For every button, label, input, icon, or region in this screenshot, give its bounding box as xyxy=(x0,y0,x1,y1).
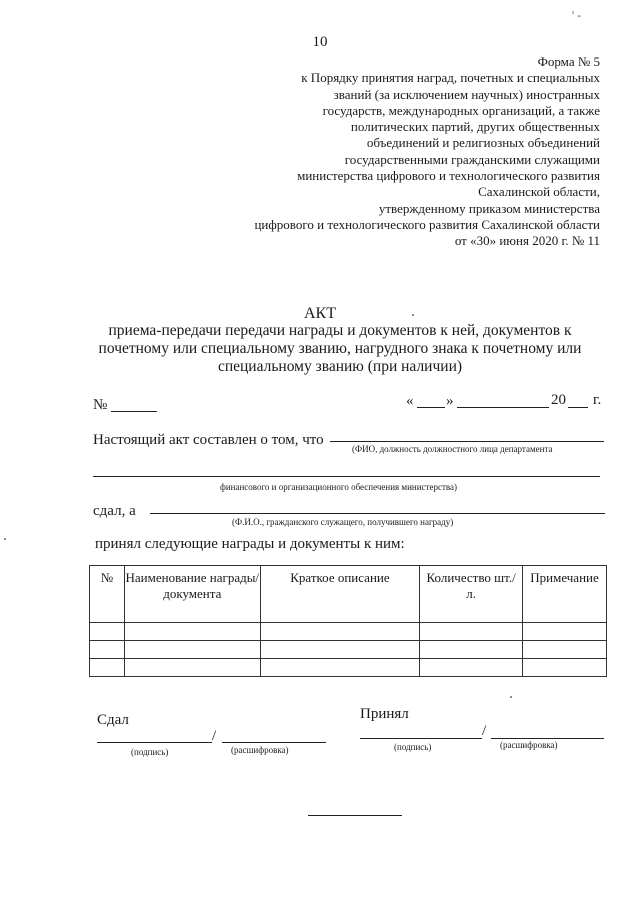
col-header-number: № xyxy=(90,566,125,623)
header-line: утвержденному приказом министерства xyxy=(378,200,600,216)
date-quote-open: « xyxy=(406,393,414,409)
handed-over-name-line[interactable] xyxy=(222,742,326,743)
corner-marks: ' - xyxy=(572,8,582,22)
table-cell[interactable] xyxy=(124,641,260,659)
table-cell[interactable] xyxy=(420,659,523,677)
accepted-by-signature-caption: (подпись) xyxy=(394,742,432,752)
accepted-by-name-caption: (расшифровка) xyxy=(500,740,558,750)
month-blank[interactable] xyxy=(457,407,549,408)
date-quote-close: » xyxy=(446,393,454,409)
number-blank[interactable] xyxy=(111,411,157,412)
official-dept-caption: финансового и организационного обеспечения министерства) xyxy=(220,482,458,492)
table-cell[interactable] xyxy=(90,659,125,677)
form-header xyxy=(254,54,600,250)
table-cell[interactable] xyxy=(420,641,523,659)
table-cell[interactable] xyxy=(260,623,420,641)
accepted-by-signature-line[interactable] xyxy=(360,738,482,739)
official-dept-blank[interactable] xyxy=(93,476,600,477)
handed-over-signature-line[interactable] xyxy=(97,742,212,743)
table-cell[interactable] xyxy=(523,641,607,659)
table-cell[interactable] xyxy=(124,623,260,641)
accepted-by-slash: / xyxy=(482,723,487,739)
header-line: государств, международных организаций, а также xyxy=(322,102,600,118)
handed-text: сдал, а xyxy=(93,503,136,519)
header-line: министерства цифрового и технологического развития xyxy=(297,168,600,184)
handed-over-name-caption: (расшифровка) xyxy=(231,745,289,755)
official-name-caption: (ФИО, должность должностного лица департамента xyxy=(352,444,553,454)
col-header-name: Наименование награды/ документа xyxy=(124,566,260,623)
table-cell[interactable] xyxy=(90,623,125,641)
accepted-by-label: Принял xyxy=(360,706,409,722)
scan-speck xyxy=(510,696,512,698)
table-header-row xyxy=(90,566,607,623)
accepted-by-name-line[interactable] xyxy=(491,738,604,739)
header-line: политических партий, других общественных xyxy=(350,119,600,135)
year-suffix: г. xyxy=(593,392,602,408)
header-line: званий (за исключением научных) иностранных xyxy=(333,86,600,102)
number-label: № xyxy=(93,397,108,413)
year-blank[interactable] xyxy=(568,407,588,408)
accepted-text: принял следующие награды и документы к ним: xyxy=(95,536,405,552)
header-line: Форма № 5 xyxy=(537,54,600,69)
table-row xyxy=(90,641,607,659)
col-header-description: Краткое описание xyxy=(260,566,420,623)
col-header-quantity: Количество шт./ л. xyxy=(420,566,523,623)
table-row xyxy=(90,623,607,641)
handed-over-signature-caption: (подпись) xyxy=(131,747,169,757)
statement-text: Настоящий акт составлен о том, что xyxy=(93,432,324,448)
table-cell[interactable] xyxy=(90,641,125,659)
table-row xyxy=(90,659,607,677)
day-blank[interactable] xyxy=(417,407,445,408)
header-line: государственными гражданскими служащими xyxy=(344,151,600,167)
table-cell[interactable] xyxy=(260,659,420,677)
header-line: к Порядку принятия наград, почетных и специальных xyxy=(301,70,600,86)
awards-table xyxy=(89,565,607,677)
scan-speck xyxy=(4,538,6,540)
handed-over-label: Сдал xyxy=(97,712,129,728)
table-cell[interactable] xyxy=(124,659,260,677)
table-cell[interactable] xyxy=(260,641,420,659)
document-title: АКТ xyxy=(304,305,336,322)
header-line: объединений и религиозных объединений xyxy=(366,135,600,151)
table-cell[interactable] xyxy=(523,659,607,677)
table-cell[interactable] xyxy=(420,623,523,641)
page-number: 10 xyxy=(312,34,328,50)
official-name-blank[interactable] xyxy=(330,441,604,442)
bottom-separator xyxy=(308,815,402,816)
table-cell[interactable] xyxy=(523,623,607,641)
handed-over-slash: / xyxy=(212,728,217,744)
header-line: от «30» июня 2020 г. № 11 xyxy=(454,233,600,249)
recipient-caption: (Ф.И.О., гражданского служащего, получившего награду) xyxy=(232,517,454,527)
header-line: Сахалинской области, xyxy=(478,184,600,200)
recipient-name-blank[interactable] xyxy=(150,513,605,514)
year-prefix: 20 xyxy=(551,392,566,408)
col-header-note: Примечание xyxy=(523,566,607,623)
header-line: цифрового и технологического развития Сахалинской области xyxy=(254,216,600,232)
document-subtitle: приема-передачи передачи награды и документов к ней, документов к почетному или специальному званию, нагрудного знака к почетному или специальному званию (при наличии) xyxy=(98,322,582,375)
